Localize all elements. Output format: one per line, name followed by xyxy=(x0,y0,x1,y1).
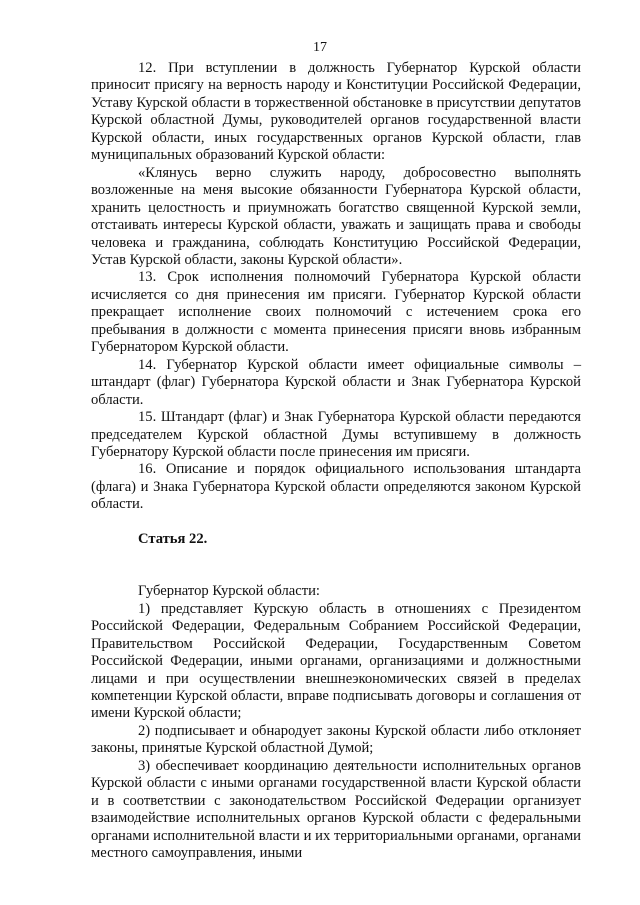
article-intro: Губернатор Курской области: xyxy=(138,583,320,600)
paragraph-item-15: 15. Штандарт (флаг) и Знак Губернатора Курской области передаются председателем Курской областной Думы вступившему в должность Губернатору Курской области после принесения им присяги. xyxy=(91,409,581,460)
oath-text: «Клянусь верно служить народу, добросовестно выполнять возложенные на меня высокие обязанности Губернатора Курской области, хранить целостность и приумножать богатство священной Курской земли, отстаивать интересы Курской области, уважать и защищать права и свободы человека и гражданина, соблюдать Конституцию Российской Федерации, Устав Курской области, законы Курской области». xyxy=(91,164,581,268)
paragraph-item-16: 16. Описание и порядок официального использования штандарта (флага) и Знака Губернатора Курской области определяются законом Курской области. xyxy=(91,461,581,513)
paragraph-item-14: 14. Губернатор Курской области имеет официальные символы – штандарт (флаг) Губернатора Курской области и Знак Губернатора Курской области. xyxy=(91,356,581,408)
article-clause-3: 3) обеспечивает координацию деятельности исполнительных органов Курской области с иными органами государственной власти Курской области и в соответствии с законодательством Российской Федерации организует взаимодействие исполнительных органов Курской области с федеральными органами исполнительной власти и их территориальными органами, органами местного самоуправления, иными xyxy=(91,757,581,862)
paragraph-item-12: 12. При вступлении в должность Губернатор Курской области приносит присягу на верность народу и Конституции Российской Федерации, Уставу Курской области в торжественной обстановке в присутствии депутатов Курской областной Думы, руководителей органов государственной власти Курской области, иных государственных органов Курской области, глав муниципальных образований Курской области: xyxy=(91,60,581,164)
paragraph-item-13: 13. Срок исполнения полномочий Губернатора Курской области исчисляется со дня принесения им присяги. Губернатор Курской области прекращает исполнение своих полномочий с истечением срока его пребывания в должности с момента принесения присяги вновь избранным Губернатором Курской области. xyxy=(91,269,581,356)
page-number: 17 xyxy=(313,40,327,55)
document-body xyxy=(91,60,581,862)
article-clause-2: 2) подписывает и обнародует законы Курской области либо отклоняет законы, принятые Курской областной Думой; xyxy=(91,722,581,757)
article-heading: Статья 22. xyxy=(138,530,208,547)
article-clause-1: 1) представляет Курскую область в отношениях с Президентом Российской Федерации, Федеральным Собранием Российской Федерации, Правительством Российской Федерации, Государственным Советом Российской Федерации, иными органами, организациями и должностными лицами и при осуществлении внешнеэкономических связей в пределах компетенции Курской области, вправе подписывать договоры и соглашения от имени Курской области; xyxy=(91,600,581,722)
